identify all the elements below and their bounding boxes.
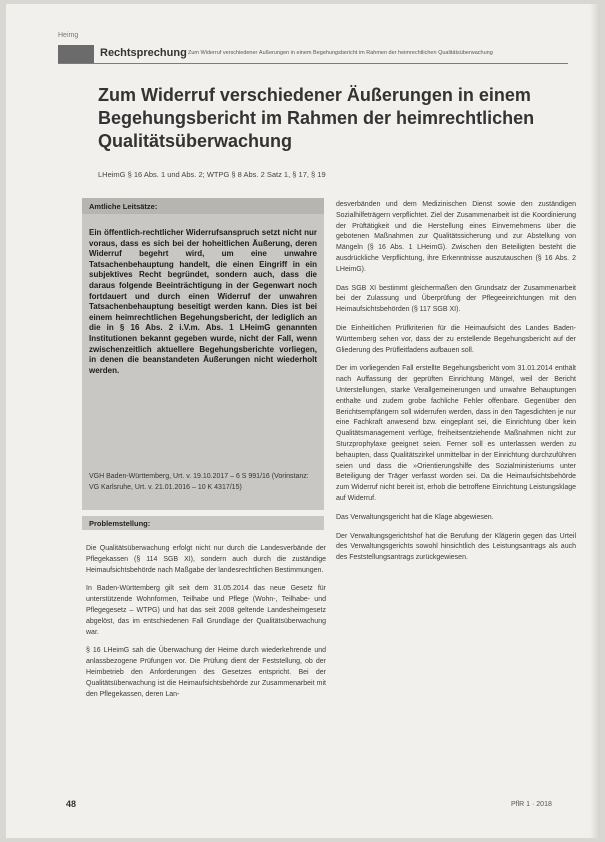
page-edge-shadow [590,4,600,838]
paragraph: Die Qualitätsüberwachung erfolgt nicht nur durch die Landesverbände der Pflegekassen (§ 114 SGB XI), sondern auch durch die zuständige Heimaufsichtsbehörde nach Maßgabe der landesrechtlichen Bestimmungen. [86,545,326,574]
paragraph: Das Verwaltungsgericht hat die Klage abgewiesen. [336,513,494,521]
court-citation: VGH Baden-Württemberg, Urt. v. 19.10.2017 – 6 S 991/16 (Vorinstanz: VG Karlsruhe, Urt. v. 21.01.2016 – 10 K 4317/15) [89,473,309,491]
section-subtitle: Zum Widerruf verschiedener Äußerungen in einem Begehungsbericht im Rahmen der heimrechtlichen Qualitätsüberwachung [188,50,493,56]
leitsatz-text: Ein öffentlich-rechtlicher Widerrufsanspruch setzt nicht nur voraus, dass es sich bei der hoheitlichen Äußerung, deren Widerruf begehrt wird, um eine unwahre Tatsachenbehauptung handelt, die einen Eingriff in ein subjektives Recht begründet, sondern auch, dass die daraus folgende Beeinträchtigung in der Gegenwart noch fortdauert und durch einen Widerruf der unwahren Tatsachenbehauptung beseitigt werden kann. Dies ist bei einem heimrechtlichen Begehungsbericht, der lediglich an die in § 16 Abs. 2 i.V.m. Abs. 1 LHeimG genannten Institutionen bekannt gegeben wurde, nicht der Fall, wenn zwischenzeitlich aktuellere Begehungsberichte vorliegen, in denen die beanstandeten Äußerungen nicht wiederholt werden. [89,228,317,375]
problem-title: Problemstellung: [89,519,151,528]
leitsatz-title: Amtliche Leitsätze: [89,202,158,211]
journal-issue: PflR 1 · 2018 [511,801,552,808]
paragraph: desverbänden und dem Medizinischen Dienst sowie den zuständigen Sozialhilfeträgern verpflichtet. Ziel der Zusammenarbeit ist die Koordinierung der Prüftätigkeit und die Herstellung eines Einvernehmens über die gebotenen Maßnahmen zur Qualitätssicherung und zur Abstellung von Mängeln (§ 16 Abs. 1 LHeimG). Zwischen den Beteiligten besteht die ausdrückliche Verpflichtung, ihre Erkenntnisse auszutauschen (§ 16 Abs. 2 LHeimG). [336,201,576,273]
right-column [336,200,576,572]
section-marker [58,45,94,63]
document-page [6,4,600,838]
rubric-label: Heimg [58,32,79,39]
paragraph: Der Verwaltungsgerichtshof hat die Berufung der Klägerin gegen das Urteil des Verwaltungsgerichts sowohl hinsichtlich des Leistungsantrags als auch des Feststellungsantrags zurückgewiesen. [336,532,576,562]
header-rule [58,63,568,64]
paragraph: Das SGB XI bestimmt gleichermaßen den Grundsatz der Zusammenarbeit bei der Zulassung und Überprüfung der Pflegeeinrichtungen mit den Heimaufsichtsbehörden (§ 117 SGB XI). [336,284,576,314]
paragraph: In Baden-Württemberg gilt seit dem 31.05.2014 das neue Gesetz für unterstützende Wohnformen, Teilhabe und Pflege (Wohn-, Teilhabe- und Pflegegesetz – WTPG) und hat das seit 2008 geltende Landesheimgesetz abgelöst, das im entschiedenen Fall Grundlage der Qualitätsüberwachung war. [86,585,326,636]
article-title: Zum Widerruf verschiedener Äußerungen in einem Begehungsbericht im Rahmen der heimrechtlichen Qualitätsüberwachung [98,85,535,151]
paragraph: Der im vorliegenden Fall erstellte Begehungsbericht vom 31.01.2014 enthält nach Auffassung der geprüften Einrichtung Mängel, weil der Bericht Unterstellungen, starke Verallgemeinerungen und unwahre Behauptungen enthalte und zudem grobe fachliche Fehler offenbare. Gegenüber den Berichtsempfängern soll widerrufen werden, dass in den Tagesdichten je nur eine Fachkraft anwesend bzw. eingeplant sei, die Einrichtung über kein Qualitätsmanagement verfüge, freiheitsentziehende Maßnahmen nicht zur Sturzprophylaxe geeignet seien. Ferner soll es unterlassen werden zu behaupten, dass Qualitätszirkel unmittelbar in der Einrichtung durchzuführen seien und dass die »Orientierungshilfe des Sozialministeriums unter Beteiligung der Träger verfasst worden sei. Da die Heimaufsichtsbehörde zum Widerruf nicht bereit ist, erhob die betroffene Einrichtung Leistungsklage auf Widerruf. [336,365,576,502]
paragraph: Die Einheitlichen Prüfkriterien für die Heimaufsicht des Landes Baden-Württemberg sehen vor, dass der zu erstellende Begehungsbericht auf der Gliederung des Prüfleitfadens aufbauen soll. [336,324,576,354]
paragraph: § 16 LHeimG sah die Überwachung der Heime durch wiederkehrende und anlassbezogene Prüfungen vor. Die Prüfung dient der Feststellung, ob der Heimbetrieb den Anforderungen des Gesetzes entspricht. Bei der Qualitätsüberwachung ist die Heimaufsichtsbehörde zur Zusammenarbeit mit den Pflegekassen, deren Lan- [86,647,326,698]
page-number: 48 [66,799,77,809]
section-title: Rechtsprechung [100,47,187,59]
legal-norms: LHeimG § 16 Abs. 1 und Abs. 2; WTPG § 8 Abs. 2 Satz 1, § 17, § 19 [98,170,326,179]
left-column [86,544,326,708]
